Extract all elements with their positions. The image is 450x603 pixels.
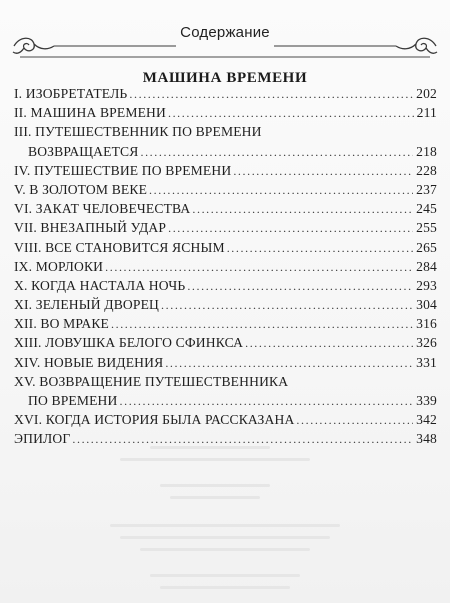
toc-entry	[14, 218, 437, 237]
dot-leader	[192, 200, 413, 219]
toc-entry-title: I. ИЗОБРЕТАТЕЛЬ	[14, 86, 128, 101]
toc-entry	[14, 103, 437, 122]
toc-entry	[14, 238, 437, 257]
toc-entry-title: III. ПУТЕШЕСТВЕННИК ПО ВРЕМЕНИ	[14, 124, 262, 140]
toc-entry	[14, 295, 437, 314]
dot-leader	[149, 181, 413, 200]
toc-entry-title: IX. МОРЛОКИ	[14, 258, 104, 274]
toc-entry-title: XIV. НОВЫЕ ВИДЕНИЯ	[14, 354, 164, 370]
dot-leader	[105, 258, 413, 277]
toc-page-number: 202	[416, 86, 437, 101]
dot-leader	[227, 239, 413, 258]
toc-entry	[14, 199, 437, 218]
dot-leader	[187, 277, 413, 296]
toc-page-number: 245	[416, 201, 437, 217]
toc-entry-title: VIII. ВСЕ СТАНОВИТСЯ ЯСНЫМ	[14, 239, 225, 255]
toc-entry	[14, 333, 437, 352]
toc-entry-title: XIII. ЛОВУШКА БЕЛОГО СФИНКСА	[14, 335, 244, 351]
dot-leader	[233, 162, 413, 181]
dot-leader	[129, 85, 413, 104]
toc-entry-title: V. В ЗОЛОТОМ ВЕКЕ	[14, 181, 148, 197]
dot-leader	[245, 334, 413, 353]
toc-entry-title: VI. ЗАКАТ ЧЕЛОВЕЧЕСТВА	[14, 201, 191, 217]
toc-entry-title: XII. ВО МРАКЕ	[14, 316, 109, 332]
table-of-contents	[14, 84, 437, 449]
toc-entry	[14, 314, 437, 333]
toc-entry	[14, 84, 437, 103]
toc-entry-title: XVI. КОГДА ИСТОРИЯ БЫЛА РАССКАЗАНА	[14, 412, 295, 428]
toc-page-number: 331	[416, 354, 437, 370]
toc-entry-title: X. КОГДА НАСТАЛА НОЧЬ	[14, 277, 186, 293]
toc-entry	[14, 180, 437, 199]
toc-entry	[14, 410, 437, 429]
toc-page-number: 348	[416, 431, 437, 447]
dot-leader	[111, 315, 413, 334]
toc-page-number: 237	[416, 181, 437, 197]
toc-page-number: 316	[416, 316, 437, 332]
toc-entry	[14, 161, 437, 180]
toc-page-number: 211	[416, 105, 437, 121]
toc-entry	[14, 257, 437, 276]
toc-page-number: 339	[416, 393, 437, 408]
dot-leader	[72, 430, 413, 449]
toc-page-number: 304	[416, 297, 437, 313]
toc-page-number: 218	[416, 143, 437, 159]
toc-entry-title-continued: ВОЗВРАЩАЕТСЯ	[28, 143, 139, 159]
show-through-shadow	[0, 440, 450, 600]
toc-entry-continuation	[14, 391, 437, 410]
dot-leader	[168, 219, 413, 238]
toc-entry	[14, 372, 437, 391]
toc-entry-title: XI. ЗЕЛЕНЫЙ ДВОРЕЦ	[14, 297, 160, 313]
toc-entry-title: IV. ПУТЕШЕСТВИЕ ПО ВРЕМЕНИ	[14, 162, 232, 178]
dot-leader	[168, 104, 414, 123]
toc-entry-continuation	[14, 142, 437, 161]
toc-page-number: 228	[416, 162, 437, 178]
dot-leader	[140, 143, 413, 162]
toc-page-number: 265	[416, 239, 437, 255]
dot-leader	[161, 296, 413, 315]
toc-entry-title: II. МАШИНА ВРЕМЕНИ	[14, 105, 166, 121]
toc-entry	[14, 122, 437, 141]
toc-entry	[14, 429, 437, 448]
section-title: МАШИНА ВРЕМЕНИ	[142, 70, 308, 86]
toc-entry-title: ЭПИЛОГ	[14, 431, 71, 447]
toc-page-number: 293	[416, 277, 437, 293]
toc-page-number: 326	[416, 335, 437, 351]
toc-entry	[14, 276, 437, 295]
toc-page-number: 342	[416, 412, 437, 428]
toc-entry-title: VII. ВНЕЗАПНЫЙ УДАР	[14, 220, 167, 236]
toc-entry	[14, 353, 437, 372]
toc-page-number: 255	[416, 220, 437, 236]
toc-entry-title: XV. ВОЗВРАЩЕНИЕ ПУТЕШЕСТВЕННИКА	[14, 373, 289, 389]
running-head	[0, 24, 450, 54]
dot-leader	[296, 411, 413, 430]
dot-leader	[120, 392, 414, 411]
running-head-title: Содержание	[180, 24, 270, 41]
toc-entry-title-continued: ПО ВРЕМЕНИ	[28, 393, 118, 408]
dot-leader	[165, 354, 413, 373]
toc-page-number: 284	[416, 258, 437, 274]
